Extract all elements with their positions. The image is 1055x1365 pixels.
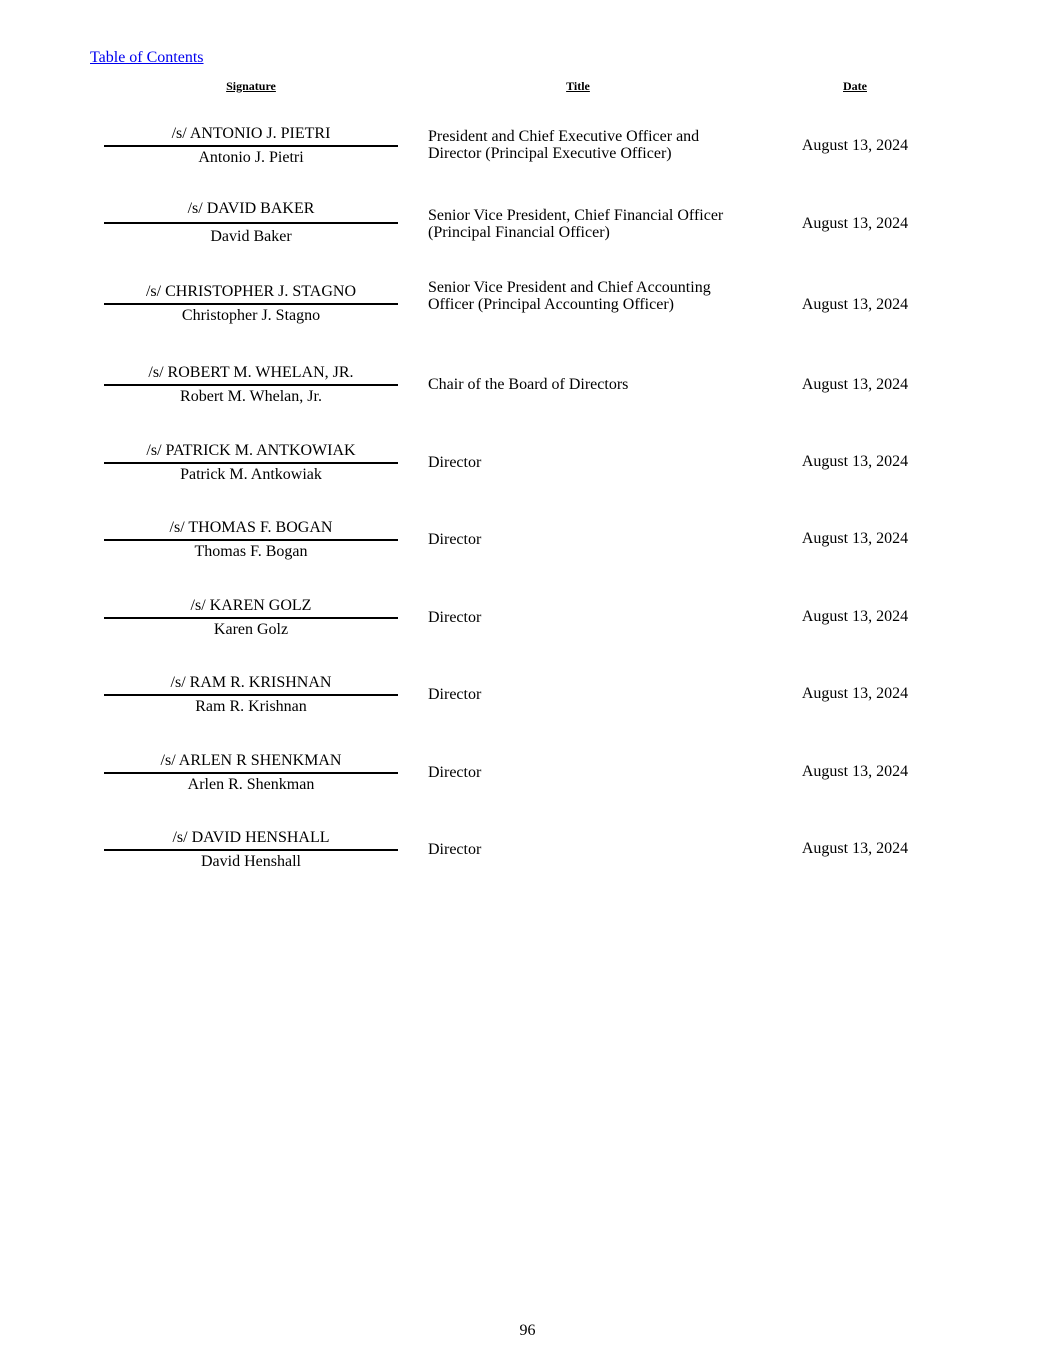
signature-date: August 13, 2024	[801, 296, 909, 313]
signature-text: /s/ ARLEN R SHENKMAN	[104, 751, 398, 774]
signer-title: Senior Vice President, Chief Financial Officer (Principal Financial Officer)	[428, 207, 724, 241]
signature-block	[104, 673, 398, 717]
table-of-contents-link[interactable]: Table of Contents	[90, 49, 204, 66]
signature-text: /s/ CHRISTOPHER J. STAGNO	[104, 282, 398, 305]
signer-name: Thomas F. Bogan	[194, 543, 308, 560]
signature-text: /s/ THOMAS F. BOGAN	[104, 518, 398, 541]
signature-column-header: Signature	[226, 79, 276, 93]
signature-date: August 13, 2024	[801, 215, 909, 232]
signature-text: /s/ RAM R. KRISHNAN	[104, 673, 398, 696]
signer-title: Senior Vice President and Chief Accounting Officer (Principal Accounting Officer)	[428, 279, 711, 313]
signature-text: /s/ PATRICK M. ANTKOWIAK	[104, 441, 398, 464]
signer-name: Arlen R. Shenkman	[187, 776, 315, 793]
signature-date: August 13, 2024	[801, 840, 909, 857]
signer-name: Christopher J. Stagno	[181, 307, 321, 324]
signer-title: Director	[428, 454, 482, 471]
date-column-header: Date	[843, 79, 867, 93]
title-column-header: Title	[566, 79, 590, 93]
signature-date: August 13, 2024	[801, 530, 909, 547]
signature-text: /s/ ROBERT M. WHELAN, JR.	[104, 363, 398, 386]
signature-block	[104, 441, 398, 485]
signature-date: August 13, 2024	[801, 763, 909, 780]
signer-name: Karen Golz	[213, 621, 289, 638]
page-number: 96	[519, 1322, 536, 1339]
signer-name: Patrick M. Antkowiak	[180, 466, 322, 483]
signer-title: Director	[428, 609, 482, 626]
signature-date: August 13, 2024	[801, 376, 909, 393]
signer-title: Director	[428, 686, 482, 703]
signature-text: /s/ KAREN GOLZ	[104, 596, 398, 619]
signer-title: Director	[428, 531, 482, 548]
signer-title: Chair of the Board of Directors	[428, 376, 629, 393]
signature-text: /s/ DAVID BAKER	[104, 199, 398, 224]
signature-date: August 13, 2024	[801, 453, 909, 470]
signature-text: /s/ DAVID HENSHALL	[104, 828, 398, 851]
signature-date: August 13, 2024	[801, 608, 909, 625]
signer-title: President and Chief Executive Officer and Director (Principal Executive Officer)	[428, 128, 700, 162]
signature-block	[104, 282, 398, 326]
signer-title: Director	[428, 841, 482, 858]
signature-block	[104, 124, 398, 168]
signature-block	[104, 518, 398, 562]
signature-date: August 13, 2024	[801, 137, 909, 154]
signature-block	[104, 363, 398, 407]
signature-text: /s/ ANTONIO J. PIETRI	[104, 124, 398, 147]
signer-title: Director	[428, 764, 482, 781]
signature-date: August 13, 2024	[801, 685, 909, 702]
signature-block	[104, 596, 398, 640]
signer-name: Antonio J. Pietri	[198, 149, 304, 166]
signer-name: David Baker	[210, 228, 292, 245]
signature-block	[104, 828, 398, 872]
signature-block	[104, 751, 398, 795]
signer-name: Robert M. Whelan, Jr.	[180, 388, 322, 405]
signature-block	[104, 199, 398, 247]
signer-name: Ram R. Krishnan	[195, 698, 307, 715]
signer-name: David Henshall	[201, 853, 301, 870]
